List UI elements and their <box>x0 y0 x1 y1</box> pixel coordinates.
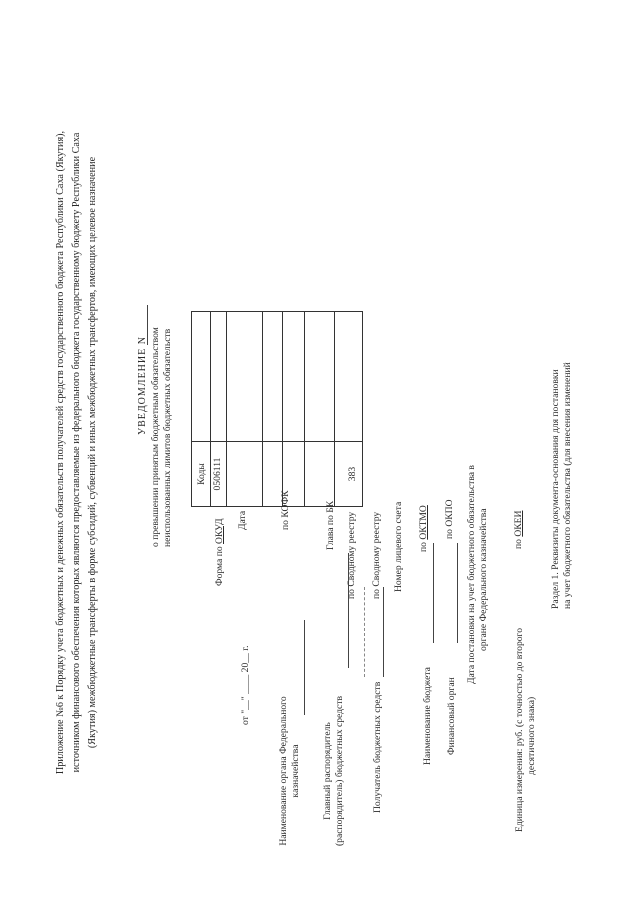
date-post-label-1: Дата постановки на учет бюджетного обязательства в <box>466 465 477 684</box>
licevoy-schet-label: Номер лицевого счета <box>393 501 404 592</box>
poluchatel-label: Получатель бюджетных средств <box>372 681 383 813</box>
appendix-header-line-1: Приложение №6 к Порядку учета бюджетных и денежных обязательств получателей средств государственного бюджета Республики Саха (Якутия), <box>55 130 66 775</box>
codes-table-row-line <box>334 312 335 506</box>
federal-organ-label-2: казначейства <box>290 744 301 798</box>
budget-name-label: Наименование бюджета <box>422 667 433 765</box>
codes-table-row-line <box>304 312 305 506</box>
okei-label <box>513 511 524 549</box>
codes-table-row-line <box>210 312 211 506</box>
date-label: Дата <box>237 510 248 530</box>
codes-table <box>191 311 363 507</box>
svodny-reestr-label-2: по Сводному реестру <box>371 511 382 599</box>
section-1-title-line-1: Раздел 1. Реквизиты документа-основания для постановки <box>550 369 561 609</box>
federal-organ-field-line <box>304 620 305 715</box>
oktmo-prefix: по <box>418 542 429 552</box>
unit-label-2: десятичного знака) <box>526 696 537 775</box>
okei-code: 383 <box>347 466 358 482</box>
glavny-label-2: (распорядитель) бюджетных средств <box>334 695 345 847</box>
okud-prefix: Форма по <box>214 546 225 586</box>
appendix-header-line-3: (Якутия) межбюджетные трансферты в форме субсидий, субвенций и иных межбюджетных трансфертов, имеющих целевое назначение <box>87 156 98 749</box>
notice-subtitle-2: неиспользованных лимитов бюджетных обязательств <box>162 328 173 547</box>
notice-date: от "__" ____ 20__ г. <box>240 645 251 725</box>
glavny-label-1: Главный распорядитель <box>322 722 333 820</box>
federal-organ-label-1: Наименование органа Федерального <box>278 696 289 846</box>
date-post-label-2: органе Федерального казначейства <box>478 508 489 651</box>
oktmo-abbr: ОКТМО <box>418 505 429 540</box>
okpo-label: по ОКПО <box>444 499 455 539</box>
fin-organ-field-line <box>457 543 458 643</box>
codes-header: Коды <box>196 463 207 485</box>
svodny-reestr-label-1: по Сводному реестру <box>346 511 357 599</box>
notice-subtitle-1: о превышении принятым бюджетным обязательством <box>150 327 161 547</box>
glavny-field-line <box>348 553 349 668</box>
section-1-title-line-2: на учет бюджетного обязательства (для внесения изменений <box>562 362 573 609</box>
poluchatel-field-line-upper <box>364 587 365 677</box>
notice-number-line <box>147 305 148 345</box>
glava-bk-label: Глава по БК <box>325 500 336 550</box>
unit-label-1: Единица измерения: руб. (с точностью до второго <box>514 627 525 832</box>
okud-code: 0506111 <box>212 457 223 491</box>
codes-table-row-line <box>226 312 227 506</box>
budget-name-field-line <box>433 543 434 643</box>
kofk-label: по КОФК <box>280 490 291 530</box>
okei-abbr: ОКЕИ <box>513 510 524 537</box>
okud-abbr: ОКУД <box>214 518 225 544</box>
okud-label <box>214 518 225 586</box>
oktmo-label <box>418 505 429 552</box>
fin-organ-label: Финансовый орган <box>446 677 457 755</box>
codes-table-row-line <box>282 312 283 506</box>
appendix-header-line-2: источником финансового обеспечения которых являются предоставляемые из федерального бюджета государственному бюджету Республики Саха <box>71 132 82 773</box>
codes-table-row-line <box>262 312 263 506</box>
okei-prefix: по <box>513 539 524 549</box>
poluchatel-field-line <box>383 587 384 677</box>
notice-title: УВЕДОМЛЕНИЕ N <box>137 336 148 435</box>
